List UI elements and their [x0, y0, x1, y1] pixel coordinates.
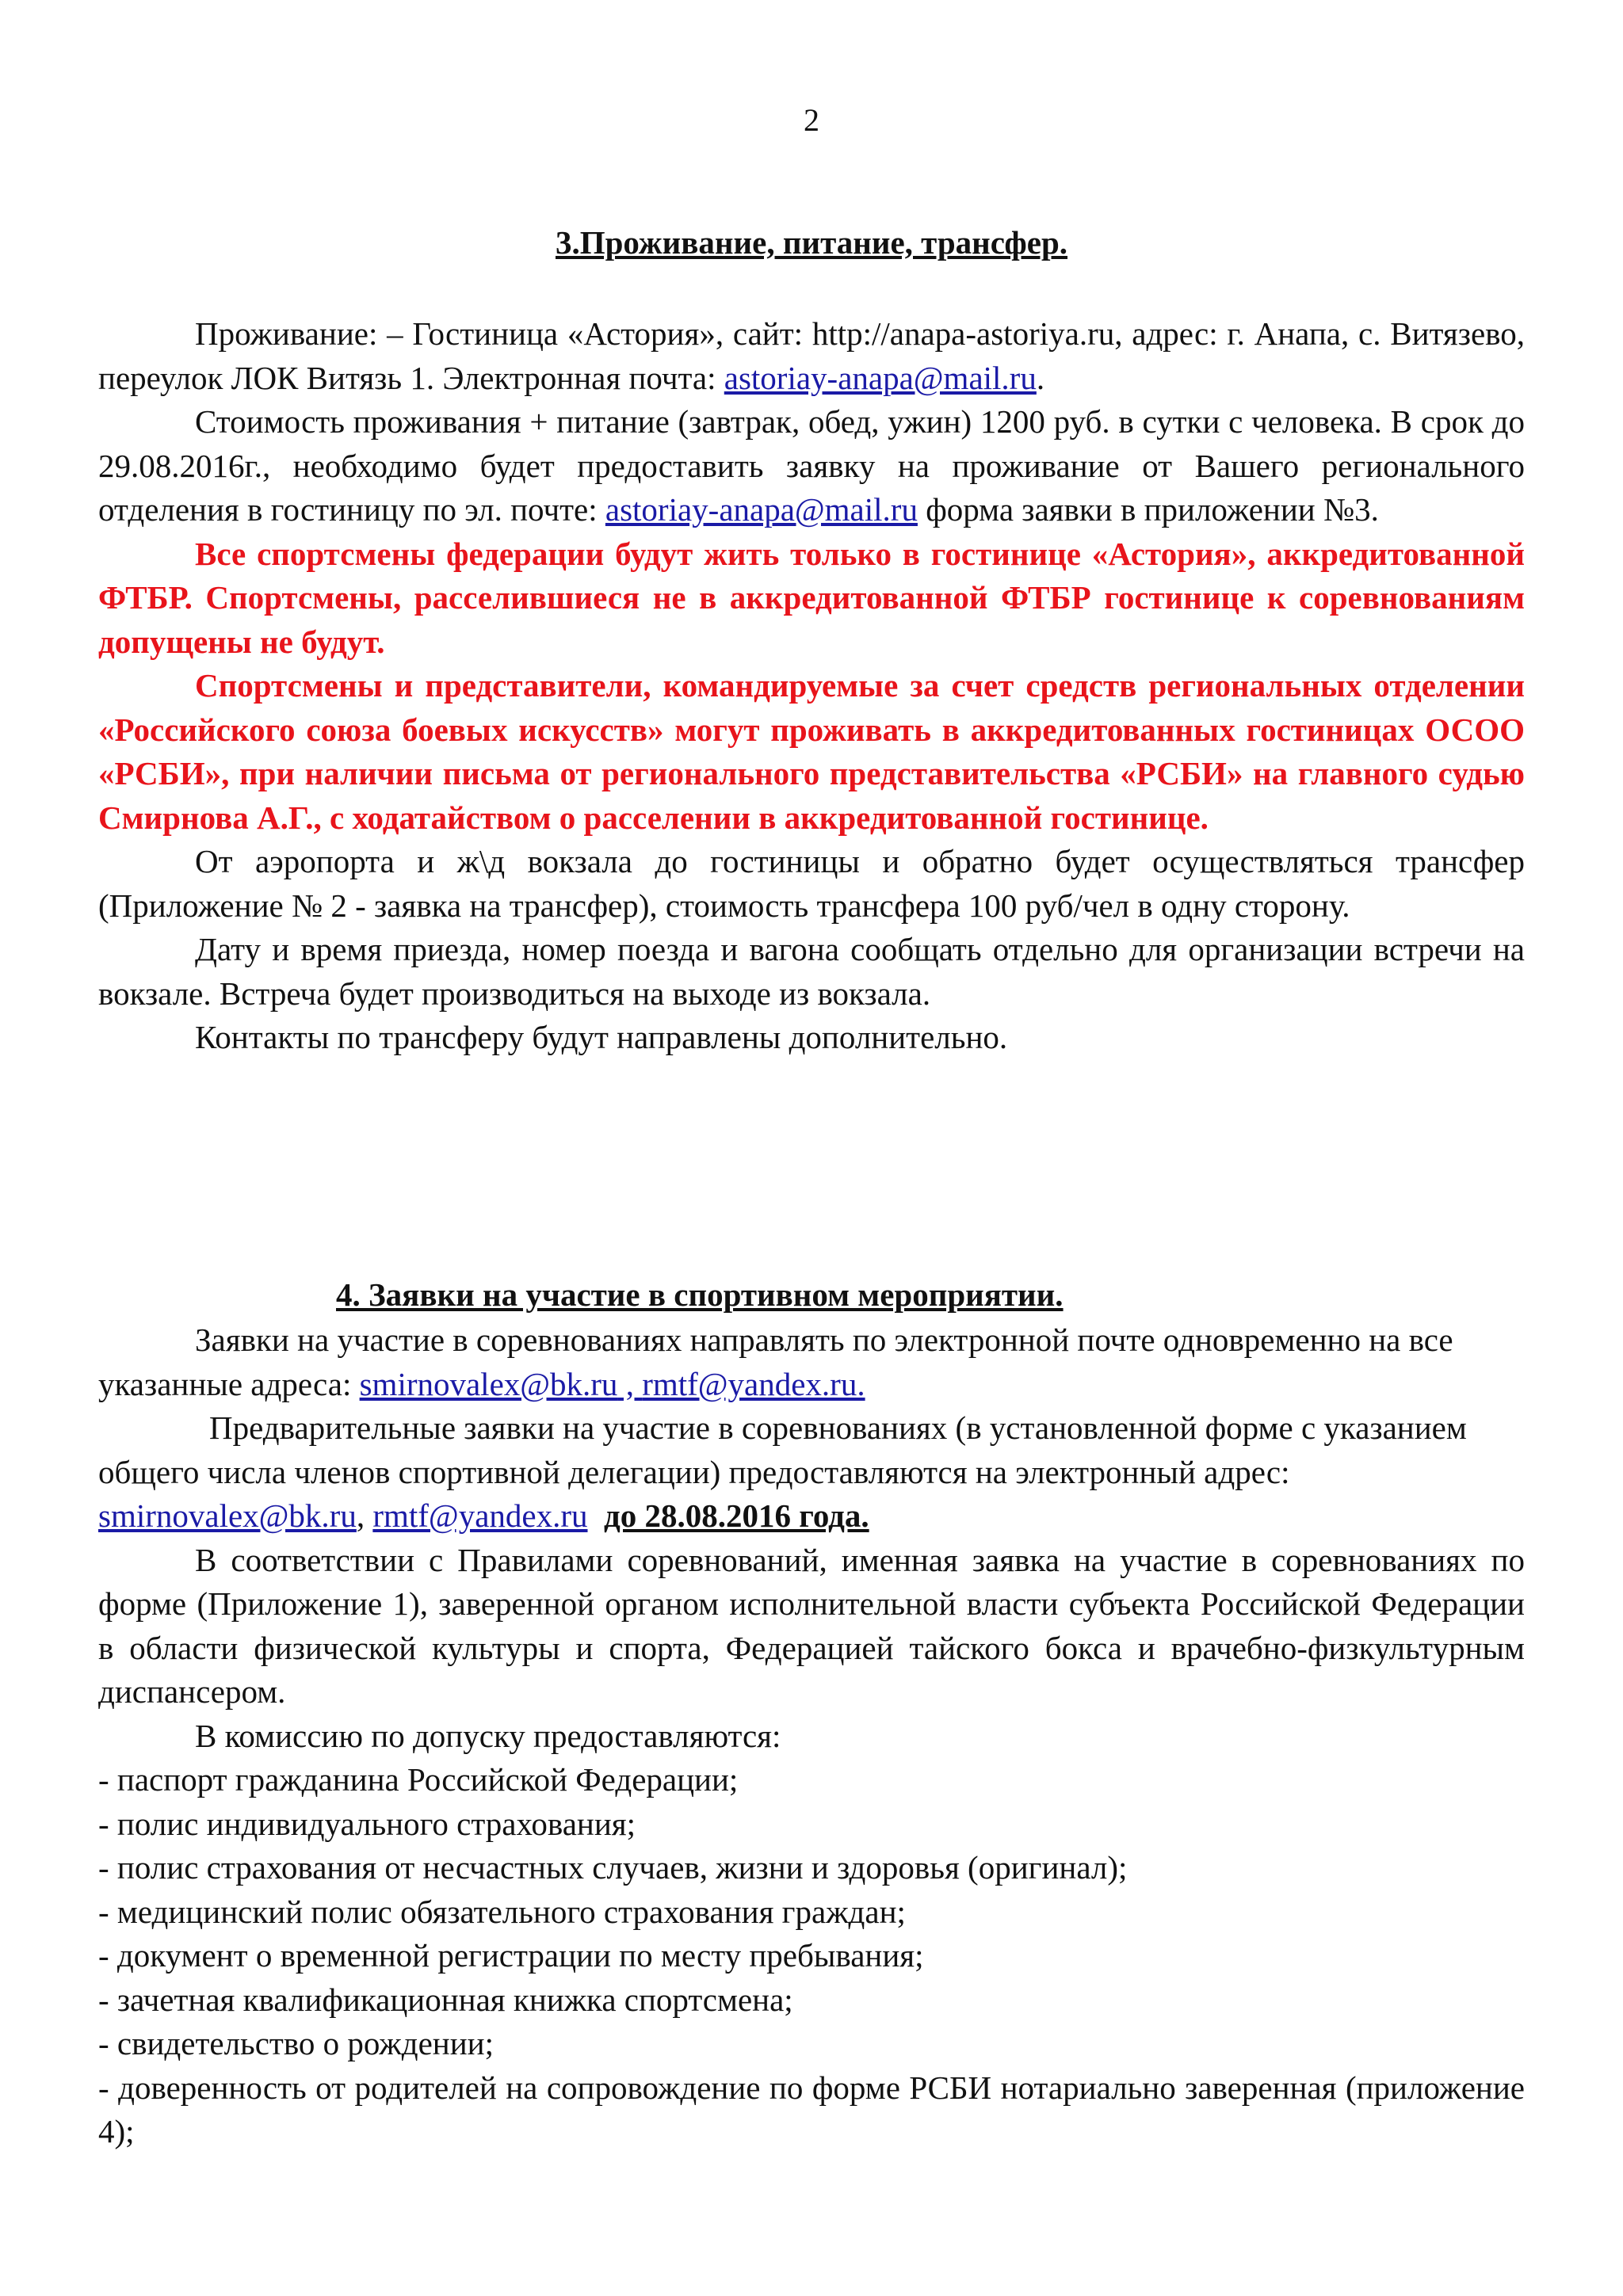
rmtf-email-link[interactable]: rmtf@yandex.ru. — [642, 1365, 865, 1402]
deadline-date: до 28.08.2016 года. — [604, 1497, 869, 1534]
applications-text: Заявки на участие в соревнованиях направлять по электронной почте одновременно на все указанные адреса: — [98, 1322, 1453, 1402]
hotel-email-link[interactable]: astoriay-anapa@mail.ru — [724, 359, 1037, 396]
accredited-hotel-warning: Все спортсмены федерации будут жить только в гостинице «Астория», аккредитованной ФТБР. Спортсмены, расселившиеся не в аккредитованной ФТБР гостинице к соревнованиям допущены не будут. — [98, 535, 1525, 660]
arrival-paragraph: Дату и время приезда, номер поезда и вагона сообщать отдельно для организации встречи на вокзале. Встреча будет производиться на выходе из вокзала. — [98, 931, 1525, 1012]
transfer-contacts-paragraph: Контакты по трансферу будут направлены дополнительно. — [195, 1019, 1008, 1055]
smirnovalex-email-link-2[interactable]: smirnovalex@bk.ru — [98, 1497, 357, 1534]
email-separator-2: , — [356, 1497, 373, 1534]
accommodation-paragraph — [98, 312, 1525, 400]
section-3-body — [98, 312, 1525, 1060]
preliminary-text: Предварительные заявки на участие в соревнованиях (в установленной форме с указанием общего числа членов спортивной делегации) предоставляются на электронный адрес: — [98, 1409, 1467, 1490]
email-separator: , — [617, 1365, 643, 1402]
documents-list-item: - полис индивидуального страхования; — [98, 1805, 636, 1842]
page-number: 2 — [804, 102, 819, 138]
section-4-heading: 4. Заявки на участие в спортивном мероприятии. — [336, 1276, 1064, 1313]
documents-list-item: - медицинский полис обязательного страхования граждан; — [98, 1893, 906, 1930]
applications-paragraph — [98, 1318, 1525, 1406]
section-4-body — [98, 1318, 1525, 2154]
cost-text: Стоимость проживания + питание (завтрак, обед, ужин) 1200 руб. в сутки с человека. В срок до 29.08.2016г., необходимо будет предоставить заявку на проживание от Вашего регионального отделения в гостиницу по эл. почте: — [98, 403, 1525, 528]
deadline-gap — [588, 1497, 605, 1534]
smirnovalex-email-link[interactable]: smirnovalex@bk.ru — [359, 1365, 618, 1402]
documents-list-item: - свидетельство о рождении; — [98, 2025, 495, 2061]
documents-list-item: - доверенность от родителей на сопровождение по форме РСБИ нотариально заверенная (приложение 4); — [98, 2069, 1525, 2149]
rmtf-email-link-2[interactable]: rmtf@yandex.ru — [372, 1497, 588, 1534]
preliminary-applications-paragraph — [98, 1406, 1525, 1539]
rules-paragraph: В соответствии с Правилами соревнований, именная заявка на участие в соревнованиях по форме (Приложение 1), заверенной органом исполнительной власти субъекта Российской Федерации в области физической культуры и спорта, Федерацией тайского бокса и врачебно-физкультурным диспансером. — [98, 1541, 1525, 1710]
commission-paragraph: В комиссию по допуску предоставляются: — [195, 1717, 781, 1754]
accommodation-end: . — [1036, 359, 1045, 396]
hotel-email-link-2[interactable]: astoriay-anapa@mail.ru — [605, 491, 918, 528]
section-3-heading-wrap — [98, 223, 1525, 261]
documents-list-item: - документ о временной регистрации по месту пребывания; — [98, 1937, 924, 1974]
accommodation-text: Проживание: – Гостиница «Астория», сайт: http://anapa-astoriya.ru, адрес: г. Анапа, с. Витязево, переулок ЛОК Витязь 1. Электронная почта: — [98, 315, 1525, 396]
rsbi-accommodation-notice: Спортсмены и представители, командируемые за счет средств региональных отделении «Российского союза боевых искусств» могут проживать в аккредитованных гостиницах ОСОО «РСБИ», при наличии письма от регионального представительства «РСБИ» на главного судью Смирнова А.Г., с ходатайством о расселении в аккредитованной гостинице. — [98, 667, 1525, 836]
documents-list-item: - полис страхования от несчастных случаев, жизни и здоровья (оригинал); — [98, 1849, 1128, 1886]
documents-list-item: - паспорт гражданина Российской Федерации; — [98, 1761, 739, 1798]
cost-paragraph — [98, 400, 1525, 532]
section-4-heading-wrap — [98, 1276, 1525, 1314]
cost-tail: форма заявки в приложении №3. — [917, 491, 1379, 528]
section-3-heading: 3.Проживание, питание, трансфер. — [555, 224, 1068, 261]
documents-list-item: - зачетная квалификационная книжка спортсмена; — [98, 1981, 793, 2018]
transfer-paragraph: От аэропорта и ж\д вокзала до гостиницы и обратно будет осуществляться трансфер (Приложение № 2 - заявка на трансфер), стоимость трансфера 100 руб/чел в одну сторону. — [98, 843, 1525, 924]
